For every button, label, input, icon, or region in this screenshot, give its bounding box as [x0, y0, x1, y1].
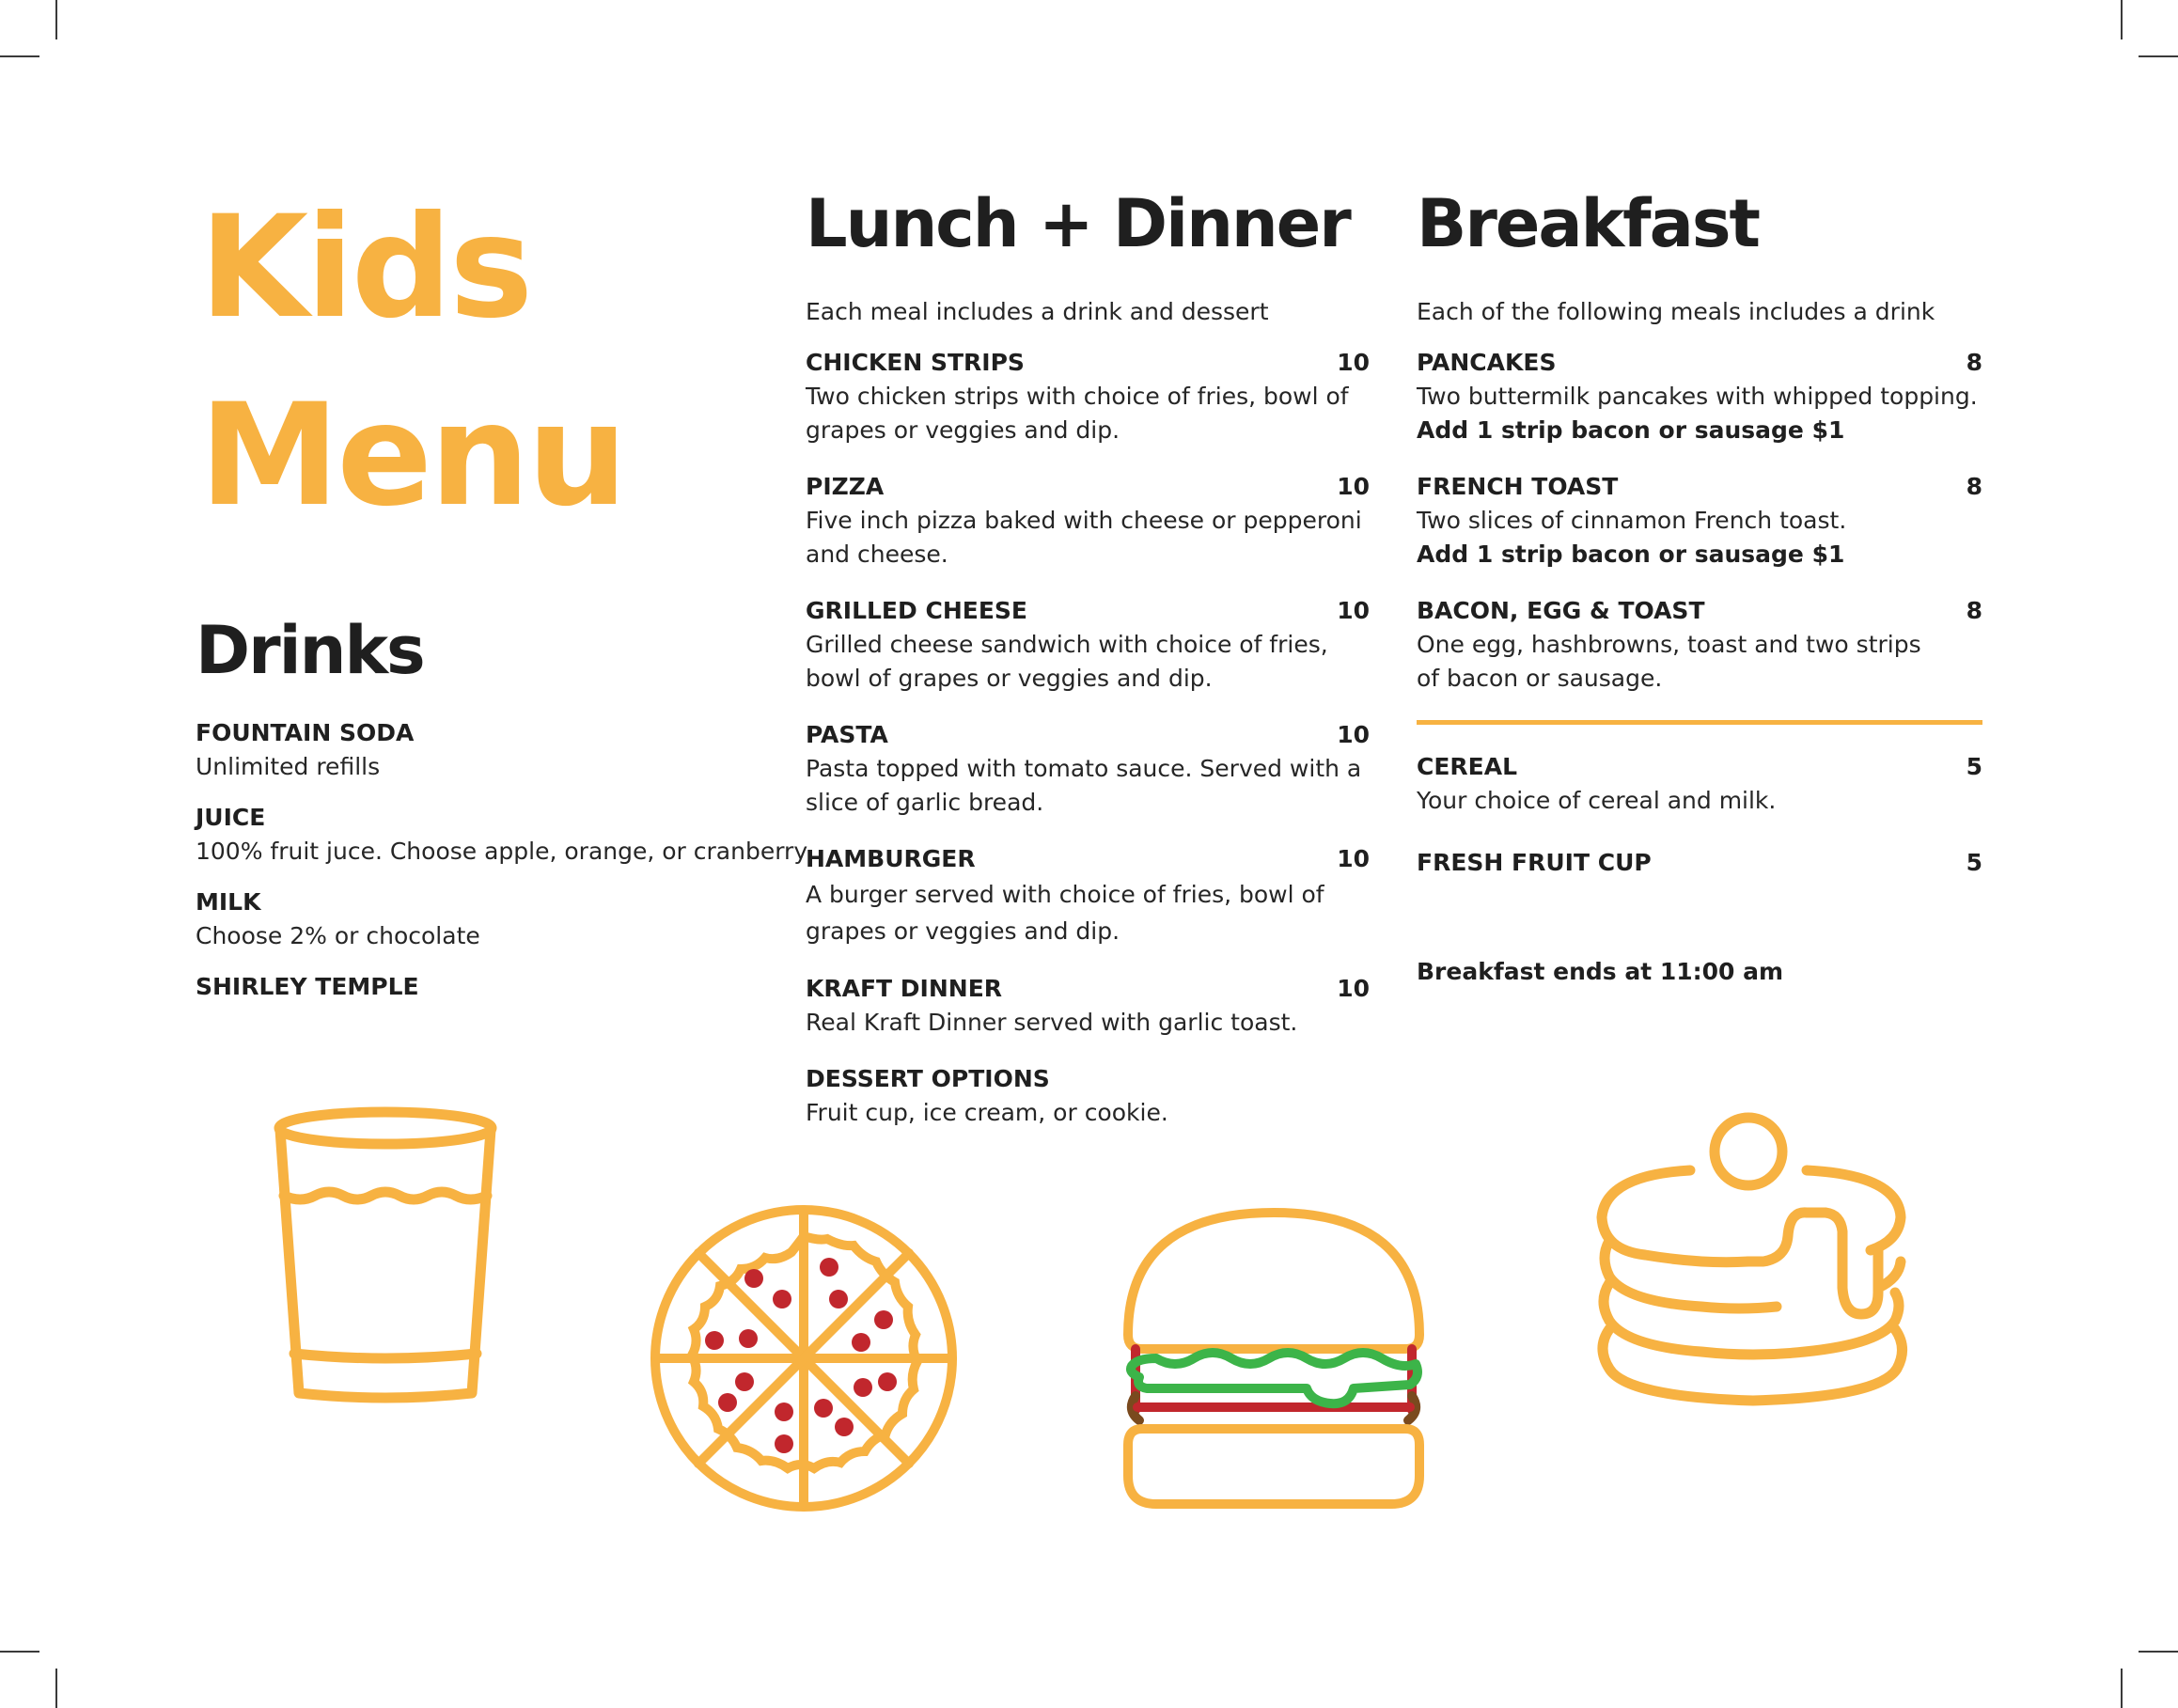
item-price: 10	[1337, 349, 1370, 376]
menu-item-french-toast	[1417, 470, 1982, 572]
drink-desc: Unlimited refills	[196, 753, 381, 780]
item-desc: Five inch pizza baked with cheese or pepperoni and cheese.	[806, 507, 1362, 568]
breakfast-divider	[1417, 720, 1982, 725]
menu-item-hamburger	[806, 842, 1370, 949]
item-name: FRENCH TOAST	[1417, 473, 1619, 500]
item-name: PANCAKES	[1417, 349, 1557, 376]
item-name: FRESH FRUIT CUP	[1417, 849, 1652, 876]
crop-mark	[2139, 1651, 2178, 1653]
lunch-dinner-list	[806, 346, 1370, 1130]
pancakes-icon	[1589, 1100, 1918, 1410]
drink-name: SHIRLEY TEMPLE	[196, 973, 419, 1000]
lunch-dinner-intro: Each meal includes a drink and dessert	[806, 298, 1269, 325]
lunch-dinner-heading: Lunch + Dinner	[806, 185, 1350, 262]
menu-item-fresh-fruit-cup	[1417, 846, 1982, 880]
item-desc: A burger served with choice of fries, bowl of grapes or veggies and dip.	[806, 881, 1324, 945]
drink-desc: Choose 2% or chocolate	[196, 922, 480, 949]
item-price: 8	[1966, 349, 1982, 376]
drinks-heading: Drinks	[196, 612, 424, 689]
item-desc: Two buttermilk pancakes with whipped topping.	[1417, 383, 1978, 410]
item-price: 10	[1337, 473, 1370, 500]
item-price: 10	[1337, 597, 1370, 624]
item-price: 10	[1337, 721, 1370, 748]
drink-name: FOUNTAIN SODA	[196, 719, 415, 746]
item-desc: Two chicken strips with choice of fries, bowl of grapes or veggies and dip.	[806, 383, 1349, 444]
drink-name: MILK	[196, 888, 261, 916]
crop-mark	[0, 1651, 39, 1653]
item-desc: One egg, hashbrowns, toast and two strips of bacon or sausage.	[1417, 631, 1921, 692]
breakfast-intro: Each of the following meals includes a drink	[1417, 298, 1935, 325]
burger-icon	[1119, 1208, 1429, 1513]
item-extra: Add 1 strip bacon or sausage $1	[1417, 541, 1845, 568]
item-desc: Real Kraft Dinner served with garlic toast.	[806, 1009, 1298, 1036]
item-price: 5	[1966, 753, 1982, 780]
drinks-list	[196, 716, 808, 1004]
item-name: BACON, EGG & TOAST	[1417, 597, 1705, 624]
breakfast-heading: Breakfast	[1417, 185, 1759, 262]
item-price: 8	[1966, 597, 1982, 624]
menu-item-bacon-egg-toast	[1417, 594, 1982, 696]
breakfast-extras-list	[1417, 750, 1982, 880]
drink-desc: 100% fruit juce. Choose apple, orange, or cranberry	[196, 838, 808, 865]
item-desc: Two slices of cinnamon French toast.	[1417, 507, 1847, 534]
crop-mark	[0, 55, 39, 57]
menu-item-cereal	[1417, 750, 1982, 818]
menu-item-grilled-cheese	[806, 594, 1370, 696]
item-desc: Fruit cup, ice cream, or cookie.	[806, 1099, 1168, 1126]
drink-item-fountain-soda	[196, 716, 778, 784]
breakfast-end-note: Breakfast ends at 11:00 am	[1417, 958, 1784, 985]
menu-item-pasta	[806, 718, 1370, 820]
item-price: 10	[1337, 975, 1370, 1002]
item-name: CHICKEN STRIPS	[806, 349, 1025, 376]
menu-item-dessert-options	[806, 1062, 1370, 1130]
item-desc: Your choice of cereal and milk.	[1417, 787, 1777, 814]
drink-item-milk	[196, 885, 778, 953]
title-line-1: Kids	[199, 186, 531, 350]
title-line-2: Menu	[199, 374, 625, 538]
glass-icon	[263, 1100, 508, 1410]
breakfast-list	[1417, 346, 1982, 696]
drink-item-shirley-temple	[196, 970, 778, 1004]
crop-mark	[55, 1669, 57, 1708]
item-name: PIZZA	[806, 473, 885, 500]
menu-item-chicken-strips	[806, 346, 1370, 447]
item-name: CEREAL	[1417, 753, 1518, 780]
drink-item-juice	[196, 801, 808, 869]
crop-mark	[2121, 0, 2123, 39]
item-price: 10	[1337, 845, 1370, 872]
item-price: 5	[1966, 849, 1982, 876]
item-name: KRAFT DINNER	[806, 975, 1003, 1002]
item-name: PASTA	[806, 721, 888, 748]
item-price: 8	[1966, 473, 1982, 500]
crop-mark	[55, 0, 57, 39]
menu-item-pizza	[806, 470, 1370, 572]
pizza-icon	[649, 1203, 959, 1513]
item-desc: Grilled cheese sandwich with choice of fries, bowl of grapes or veggies and dip.	[806, 631, 1328, 692]
crop-mark	[2121, 1669, 2123, 1708]
item-desc: Pasta topped with tomato sauce. Served with a slice of garlic bread.	[806, 755, 1362, 816]
drink-name: JUICE	[196, 804, 266, 831]
item-name: HAMBURGER	[806, 845, 976, 872]
menu-title	[199, 174, 625, 550]
item-extra: Add 1 strip bacon or sausage $1	[1417, 416, 1845, 444]
item-name: DESSERT OPTIONS	[806, 1065, 1050, 1092]
menu-item-pancakes	[1417, 346, 1982, 447]
crop-mark	[2139, 55, 2178, 57]
item-name: GRILLED CHEESE	[806, 597, 1027, 624]
menu-item-kraft-dinner	[806, 972, 1370, 1040]
